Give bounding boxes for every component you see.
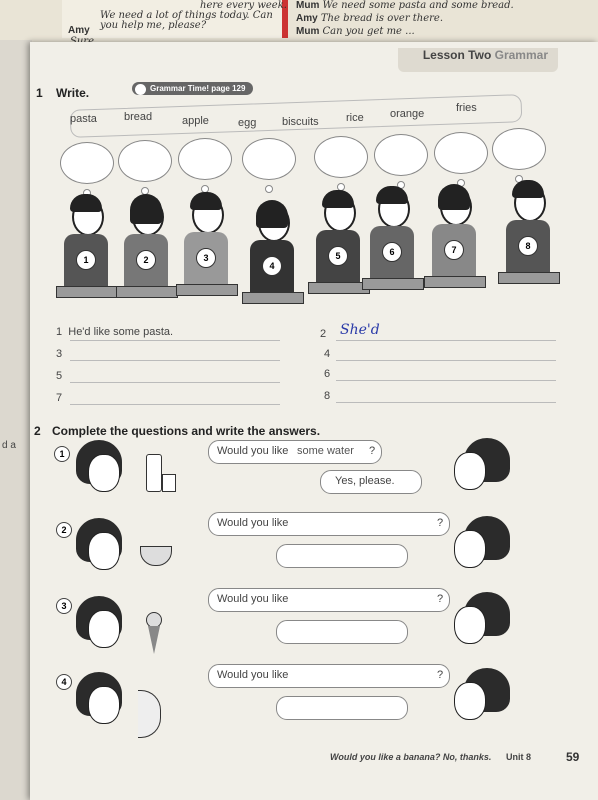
kid-8	[500, 184, 556, 294]
word: bread	[124, 111, 153, 123]
question-mark: ?	[437, 593, 444, 605]
kid-number: 6	[382, 242, 402, 262]
kid-number: 8	[518, 236, 538, 256]
salad-icon	[140, 546, 172, 566]
line-number: 5	[56, 370, 63, 382]
left-page-edge	[0, 40, 32, 800]
answer-bubble	[320, 470, 422, 494]
prev-text: Can you get me ...	[322, 26, 415, 37]
rule[interactable]	[336, 380, 556, 381]
footer-unit: Unit 8	[506, 752, 532, 762]
kid-number: 3	[196, 248, 216, 268]
answer-line	[324, 368, 330, 380]
thought-bubble-pasta	[60, 142, 114, 184]
left-margin-text: d a	[2, 440, 16, 451]
answer-line	[324, 390, 330, 402]
kid-2	[118, 198, 174, 308]
answer-line	[56, 326, 173, 338]
word: biscuits	[282, 116, 319, 128]
kid-number: 4	[262, 256, 282, 276]
item-number: 1	[54, 446, 70, 462]
thought-bubble-biscuits	[242, 138, 296, 180]
answer-line	[56, 392, 62, 404]
kid-1	[58, 198, 114, 308]
line-number: 8	[324, 390, 331, 402]
speaker: Mum	[296, 0, 320, 11]
girl-face	[76, 440, 126, 496]
question-bubble	[208, 664, 450, 688]
rule[interactable]	[336, 360, 556, 361]
prev-line-right	[296, 13, 443, 24]
question-text: Would you like	[217, 593, 289, 605]
kid-7	[426, 188, 482, 298]
girl-face	[76, 518, 126, 574]
kid-number: 2	[136, 250, 156, 270]
answer-line	[324, 348, 330, 360]
speaker: Amy	[296, 13, 318, 24]
line-number: 2	[320, 328, 327, 340]
lesson-title	[423, 48, 548, 62]
handwritten-answer[interactable]: She'd	[340, 322, 380, 338]
girl-curly-face	[454, 668, 504, 724]
exercise2-title: Complete the questions and write the answers.	[52, 424, 321, 438]
thought-bubble-apple	[314, 136, 368, 178]
speaker: Mum	[296, 26, 320, 37]
question-text: Would you like	[217, 517, 289, 529]
girl-curly-face	[454, 592, 504, 648]
badge-text: Grammar Time! page 129	[150, 84, 246, 93]
girl-face	[76, 672, 126, 728]
line-number: 3	[56, 348, 63, 360]
ice-cream-cone-icon	[148, 626, 160, 654]
section-label: Grammar	[494, 48, 548, 62]
exercise2-number: 2	[34, 424, 41, 438]
line-text: He'd like some pasta.	[68, 326, 174, 338]
rule[interactable]	[336, 402, 556, 403]
rule[interactable]	[336, 340, 556, 341]
answer-bubble[interactable]	[276, 620, 408, 644]
banana-icon	[138, 690, 161, 738]
kid-6	[364, 190, 420, 300]
prev-line-amy	[68, 25, 90, 36]
prev-line-right	[296, 0, 514, 11]
rule[interactable]	[70, 382, 280, 383]
answer-bubble[interactable]	[276, 696, 408, 720]
word: apple	[182, 115, 209, 127]
kid-5	[310, 194, 366, 304]
line-number: 7	[56, 392, 63, 404]
question-fill: some water	[297, 445, 354, 457]
page-number: 59	[566, 750, 580, 764]
line-number: 1	[56, 326, 63, 338]
question-mark: ?	[369, 445, 376, 457]
answer-bubble[interactable]	[276, 544, 408, 568]
word: fries	[456, 102, 477, 114]
item-number: 2	[56, 522, 72, 538]
word: orange	[390, 108, 425, 120]
question-bubble	[208, 440, 382, 464]
question-bubble	[208, 588, 450, 612]
word: pasta	[70, 113, 97, 125]
kid-number: 5	[328, 246, 348, 266]
glass-icon	[162, 474, 176, 492]
question-mark: ?	[437, 669, 444, 681]
prev-line-right	[296, 26, 415, 37]
answer-text: Yes, please.	[335, 475, 395, 487]
rule[interactable]	[70, 360, 280, 361]
exercise1-number: 1	[36, 86, 43, 100]
thought-bubble-rice	[118, 140, 172, 182]
rule	[70, 340, 280, 341]
line-number: 6	[324, 368, 331, 380]
kid-number: 7	[444, 240, 464, 260]
question-text: Would you like	[217, 445, 289, 457]
thought-bubble-fries	[492, 128, 546, 170]
prev-line: We need a lot of things today. Can	[100, 10, 273, 21]
question-bubble	[208, 512, 450, 536]
prev-line: here every week.	[200, 0, 287, 11]
rule[interactable]	[70, 404, 280, 405]
answer-line	[56, 370, 62, 382]
speaker: Amy	[68, 25, 90, 36]
line-number: 4	[324, 348, 331, 360]
workbook-page	[30, 42, 598, 800]
kid-number: 1	[76, 250, 96, 270]
word: egg	[238, 117, 257, 129]
thought-bubble-egg	[434, 132, 488, 174]
answer-line	[320, 328, 326, 340]
item-number: 3	[56, 598, 72, 614]
thought-bubble-orange	[374, 134, 428, 176]
kid-4	[244, 204, 300, 314]
girl-curly-face	[454, 516, 504, 572]
word: rice	[346, 112, 364, 124]
prev-text: We need some pasta and some bread.	[322, 0, 514, 11]
question-mark: ?	[437, 517, 444, 529]
item-number: 4	[56, 674, 72, 690]
grammar-time-badge	[132, 82, 253, 95]
lesson-label: Lesson Two	[422, 48, 492, 62]
footer-example: Would you like a banana? No, thanks.	[330, 752, 492, 762]
prev-text: The bread is over there.	[320, 13, 444, 24]
badge-icon	[135, 84, 146, 95]
question-text: Would you like	[217, 669, 289, 681]
prev-line: you help me, please?	[100, 20, 207, 31]
thought-bubble-bread	[178, 138, 232, 180]
girl-curly-face	[454, 438, 504, 494]
water-bottle-icon	[146, 454, 162, 492]
girl-face	[76, 596, 126, 652]
exercise1-title: Write.	[56, 86, 90, 100]
kid-3	[178, 196, 234, 306]
answer-line	[56, 348, 62, 360]
